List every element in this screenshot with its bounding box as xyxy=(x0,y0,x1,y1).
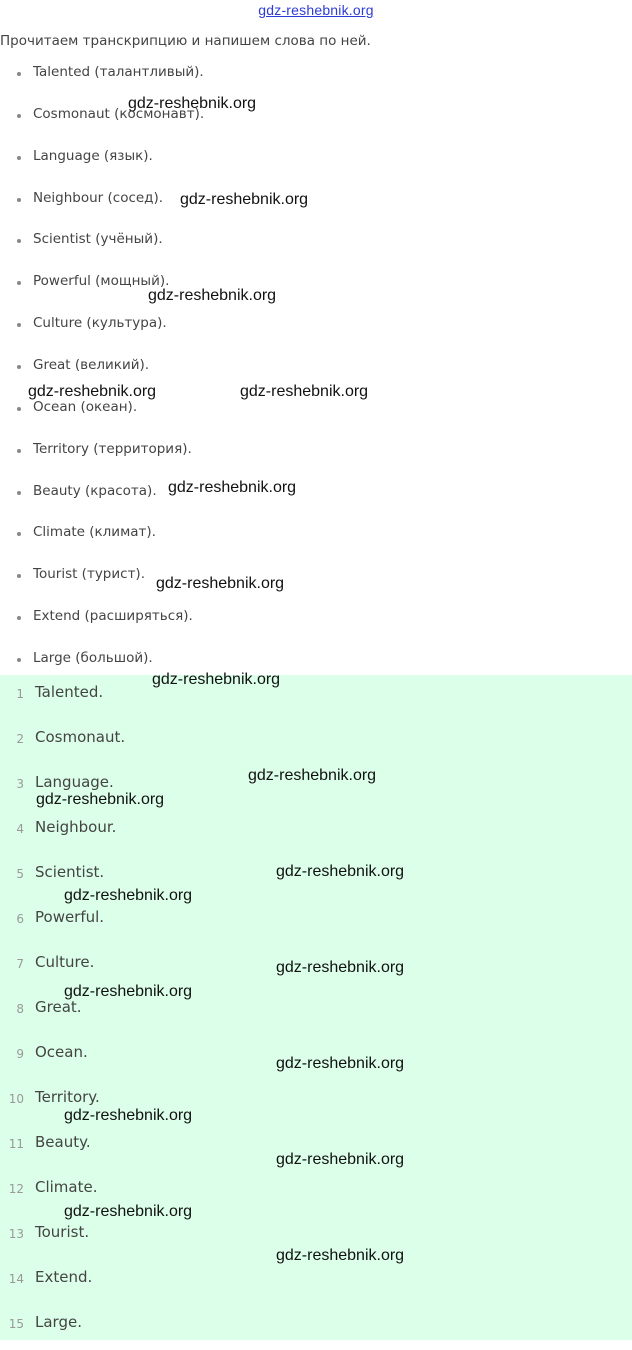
bullet-dot-icon xyxy=(17,574,21,578)
list-item-text: Talented (талантливый). xyxy=(33,64,204,80)
watermark: gdz-reshebnik.org xyxy=(276,1055,405,1072)
answer-word: Territory. xyxy=(35,1088,100,1106)
list-item-text: Cosmonaut (космонавт). xyxy=(33,105,205,122)
transcription-list xyxy=(0,52,632,680)
list-item xyxy=(0,178,632,220)
answer-word: Scientist. xyxy=(35,863,105,881)
list-item xyxy=(0,303,632,345)
list-item-text: Great (великий). xyxy=(33,357,150,374)
list-item-text: Large (большой). xyxy=(33,650,153,667)
watermark: gdz-reshebnik.org xyxy=(276,1247,405,1264)
answer-number: 6 xyxy=(16,912,24,926)
watermark: gdz-reshebnik.org xyxy=(64,1107,193,1124)
list-item-text: Tourist (турист). xyxy=(33,566,145,583)
list-item xyxy=(0,554,632,596)
list-item-text: Beauty (красота). xyxy=(33,482,157,499)
watermark: gdz-reshebnik.org xyxy=(168,479,297,496)
bullet-dot-icon xyxy=(17,198,21,202)
list-item xyxy=(0,471,632,513)
bullet-dot-icon xyxy=(17,616,21,620)
bullet-dot-icon xyxy=(17,407,21,411)
bullet-dot-icon xyxy=(17,72,21,76)
watermark: gdz-reshebnik.org xyxy=(276,863,405,880)
bullet-dot-icon xyxy=(17,449,21,453)
answer-number: 11 xyxy=(8,1137,24,1151)
answer-word: Language. xyxy=(35,773,114,791)
answer-number: 4 xyxy=(16,822,24,836)
answer-number: 12 xyxy=(8,1182,24,1196)
watermark: gdz-reshebnik.org xyxy=(28,383,157,400)
bullet-dot-icon xyxy=(17,281,21,285)
list-item xyxy=(0,261,632,303)
answer-word: Neighbour. xyxy=(35,818,117,836)
list-item-text: Scientist (учёный). xyxy=(33,231,163,248)
answer-number: 15 xyxy=(8,1317,24,1331)
answer-number: 2 xyxy=(16,732,24,746)
watermark: gdz-reshebnik.org xyxy=(240,383,369,400)
answer-number: 3 xyxy=(16,777,24,791)
answer-number: 8 xyxy=(16,1002,24,1016)
watermark: gdz-reshebnik.org xyxy=(276,959,405,976)
answer-word: Ocean. xyxy=(35,1043,88,1061)
list-item-text: Ocean (океан). xyxy=(33,398,138,415)
answer-number: 1 xyxy=(16,687,24,701)
bullet-dot-icon xyxy=(17,114,21,118)
answer-number: 13 xyxy=(8,1227,24,1241)
bullet-dot-icon xyxy=(17,532,21,536)
watermark: gdz-reshebnik.org xyxy=(64,887,193,904)
answer-number: 9 xyxy=(16,1047,24,1061)
task-intro: Прочитаем транскрипцию и напишем слова по ней. xyxy=(0,33,371,49)
answer-word: Powerful. xyxy=(35,908,105,926)
watermark: gdz-reshebnik.org xyxy=(248,767,377,784)
list-item xyxy=(0,52,632,94)
list-item xyxy=(0,136,632,178)
answer-word: Tourist. xyxy=(35,1223,90,1241)
list-item xyxy=(0,596,632,638)
answer-number: 7 xyxy=(16,957,24,971)
answer-word: Cosmonaut. xyxy=(35,728,126,746)
answer-row xyxy=(0,675,632,720)
watermark: gdz-reshebnik.org xyxy=(276,1151,405,1168)
answer-row xyxy=(0,1305,632,1350)
list-item xyxy=(0,345,632,387)
answer-number: 10 xyxy=(8,1092,24,1106)
answer-number: 5 xyxy=(16,867,24,881)
answer-row xyxy=(0,900,632,945)
answer-word: Large. xyxy=(35,1313,82,1331)
list-item xyxy=(0,94,632,136)
watermark: gdz-reshebnik.org xyxy=(180,191,309,208)
answer-row xyxy=(0,810,632,855)
list-item-text: Extend (расширяться). xyxy=(33,608,193,625)
watermark: gdz-reshebnik.org xyxy=(36,791,165,808)
list-item xyxy=(0,512,632,554)
list-item xyxy=(0,638,632,680)
list-item-text: Neighbour (сосед). xyxy=(33,189,164,206)
list-item-text: Language (язык). xyxy=(33,147,153,164)
answer-row xyxy=(0,720,632,765)
list-item-text: Territory (территория). xyxy=(33,440,192,457)
answer-word: Culture. xyxy=(35,953,95,971)
answer-word: Great. xyxy=(35,998,82,1016)
list-item-text: Climate (климат). xyxy=(33,524,156,541)
bullet-dot-icon xyxy=(17,491,21,495)
list-item-text: Culture (культура). xyxy=(33,315,167,332)
bullet-dot-icon xyxy=(17,323,21,327)
site-link[interactable]: gdz-reshebnik.org xyxy=(258,2,374,18)
answer-row xyxy=(0,1260,632,1305)
bullet-dot-icon xyxy=(17,658,21,662)
answer-word: Talented. xyxy=(35,683,104,701)
watermark: gdz-reshebnik.org xyxy=(64,983,193,1000)
list-item-text: Powerful (мощный). xyxy=(33,273,170,290)
bullet-dot-icon xyxy=(17,365,21,369)
watermark: gdz-reshebnik.org xyxy=(156,575,285,592)
answer-word: Beauty. xyxy=(35,1133,91,1151)
answer-word: Climate. xyxy=(35,1178,98,1196)
answer-number: 14 xyxy=(8,1272,24,1286)
list-item xyxy=(0,429,632,471)
watermark: gdz-reshebnik.org xyxy=(152,671,281,688)
watermark: gdz-reshebnik.org xyxy=(148,287,277,304)
list-item xyxy=(0,219,632,261)
bullet-dot-icon xyxy=(17,239,21,243)
watermark: gdz-reshebnik.org xyxy=(128,95,257,112)
answer-word: Extend. xyxy=(35,1268,93,1286)
watermark: gdz-reshebnik.org xyxy=(64,1203,193,1220)
bullet-dot-icon xyxy=(17,156,21,160)
